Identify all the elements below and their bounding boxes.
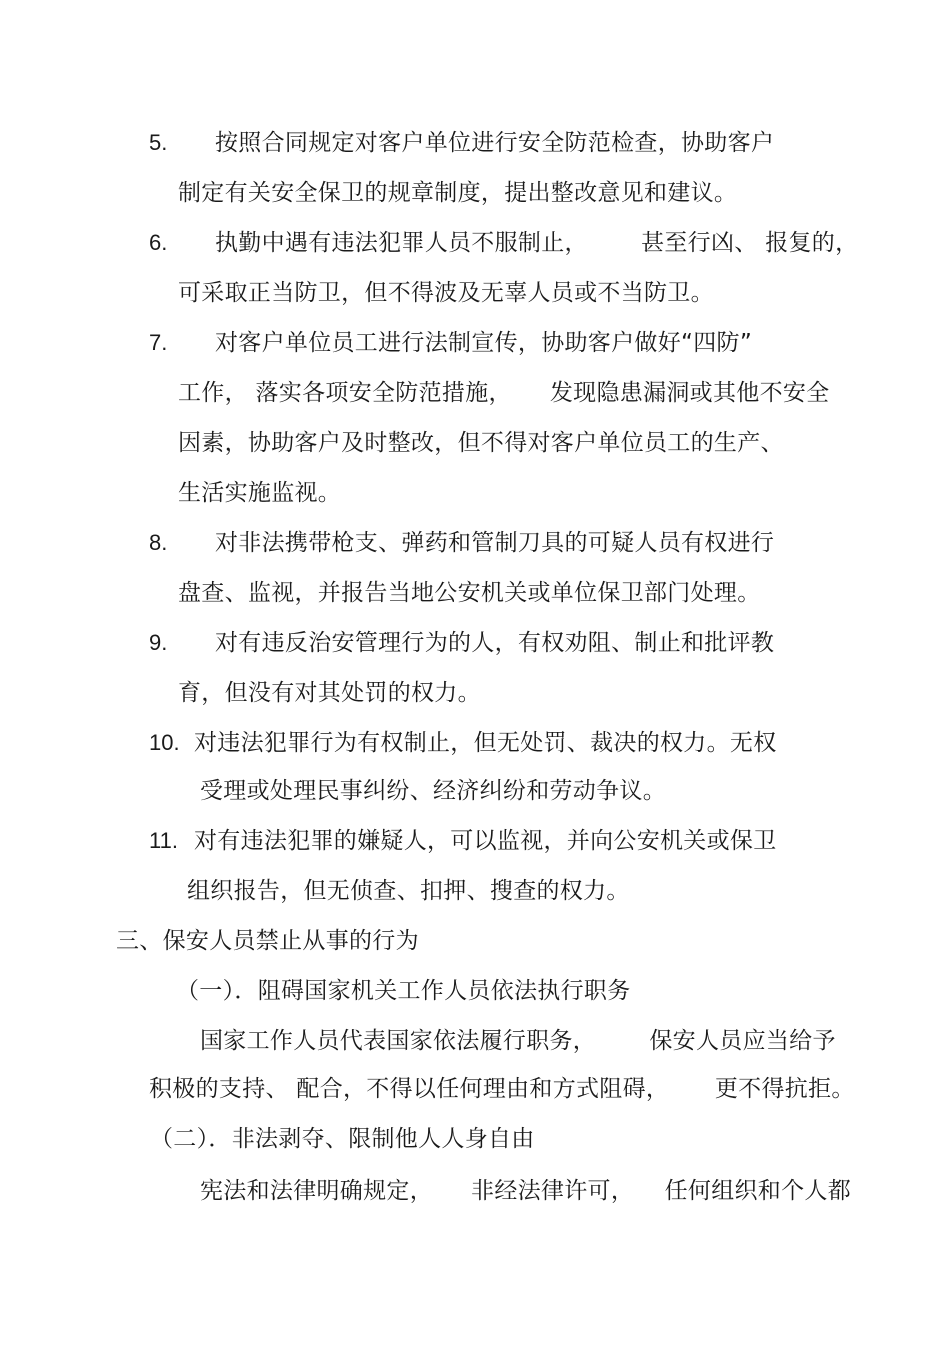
item-9-line-1: 对有违反治安管理行为的人，有权劝阻、制止和批评教	[215, 630, 775, 656]
item-5-line-2: 制定有关安全保卫的规章制度，提出整改意见和建议。	[178, 180, 738, 206]
subsection-2-para-line-1: 宪法和法律明确规定， 非经法律许可， 任何组织和个人都	[200, 1178, 851, 1204]
subsection-2-title: （二）．非法剥夺、限制他人人身自由	[150, 1126, 535, 1152]
item-11-number: 11.	[149, 828, 178, 853]
subsection-1-para-line-2: 积极的支持、 配合，不得以任何理由和方式阻碍， 更不得抗拒。	[149, 1076, 855, 1102]
item-8-line-2: 盘查、监视，并报告当地公安机关或单位保卫部门处理。	[178, 580, 761, 606]
item-9-line-2: 育，但没有对其处罚的权力。	[178, 680, 481, 706]
item-5-number: 5.	[149, 130, 168, 155]
subsection-1-para-line-1: 国家工作人员代表国家依法履行职务， 保安人员应当给予	[200, 1028, 836, 1054]
item-11-line-2: 组织报告，但无侦查、扣押、搜查的权力。	[187, 878, 630, 904]
item-9-number: 9.	[149, 630, 168, 655]
item-7-line-4: 生活实施监视。	[178, 480, 342, 506]
item-10-line-2: 受理或处理民事纠纷、经济纠纷和劳动争议。	[200, 778, 666, 804]
item-6-line-1: 执勤中遇有违法犯罪人员不服制止， 甚至行凶、 报复的，	[215, 230, 859, 256]
item-7-line-2: 工作， 落实各项安全防范措施， 发现隐患漏洞或其他不安全	[178, 380, 830, 406]
item-10-line-1: 对违法犯罪行为有权制止，但无处罚、裁决的权力。无权	[194, 730, 777, 756]
item-7-line-3: 因素，协助客户及时整改，但不得对客户单位员工的生产、	[178, 430, 784, 456]
item-10-number: 10.	[149, 730, 180, 755]
item-5-line-1: 按照合同规定对客户单位进行安全防范检查，协助客户	[215, 130, 775, 156]
item-8-number: 8.	[149, 530, 168, 555]
item-6-line-2: 可采取正当防卫，但不得波及无辜人员或不当防卫。	[178, 280, 714, 306]
subsection-1-title: （一）．阻碍国家机关工作人员依法执行职务	[176, 978, 631, 1004]
item-8-line-1: 对非法携带枪支、弹药和管制刀具的可疑人员有权进行	[215, 530, 775, 556]
item-6-number: 6.	[149, 230, 168, 255]
item-11-line-1: 对有违法犯罪的嫌疑人，可以监视，并向公安机关或保卫	[194, 828, 777, 854]
item-7-number: 7.	[149, 330, 168, 355]
section-3-heading: 三、保安人员禁止从事的行为	[116, 928, 419, 954]
item-7-line-1: 对客户单位员工进行法制宣传，协助客户做好“四防”	[215, 330, 753, 356]
